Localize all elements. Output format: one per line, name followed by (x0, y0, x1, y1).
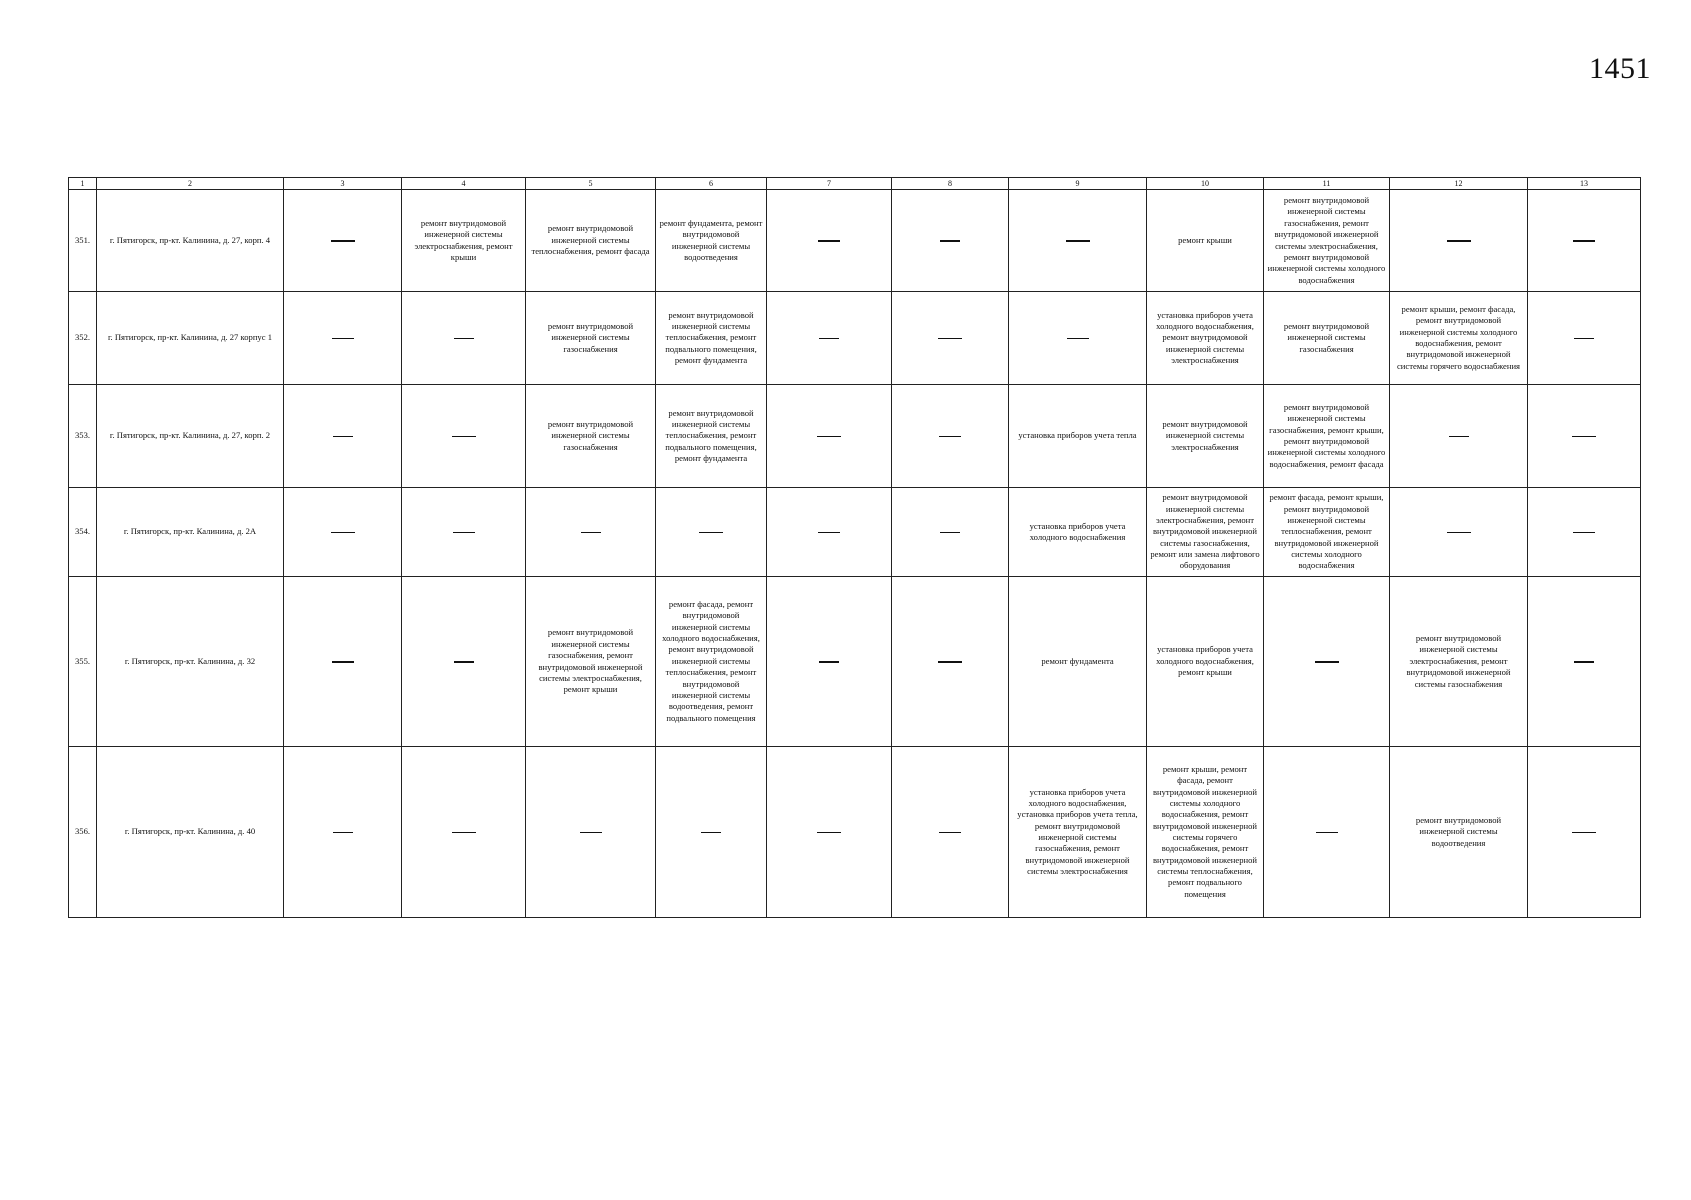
address-cell: г. Пятигорск, пр-кт. Калинина, д. 2А (97, 488, 284, 577)
column-number-9: 9 (1009, 178, 1147, 190)
work-cell-col-6: ремонт внутридомовой инженерной системы теплоснабжения, ремонт подвального помещения, ремонт фундамента (656, 385, 767, 488)
work-cell-col-9: ремонт фундамента (1009, 577, 1147, 747)
dash-mark (333, 436, 353, 438)
work-cell-col-5: ремонт внутридомовой инженерной системы газоснабжения (526, 292, 656, 385)
column-number-6: 6 (656, 178, 767, 190)
dash-mark (938, 338, 962, 340)
dash-mark (1573, 240, 1595, 242)
work-cell-col-12: ремонт крыши, ремонт фасада, ремонт внутридомовой инженерной системы холодного водоснабжения, ремонт внутридомовой инженерной системы горячего водоснабжения (1390, 292, 1528, 385)
empty-cell-col-11 (1264, 747, 1390, 918)
dash-mark (1316, 832, 1338, 834)
address-cell: г. Пятигорск, пр-кт. Калинина, д. 32 (97, 577, 284, 747)
empty-cell-col-3 (284, 190, 402, 292)
table-row (69, 190, 1641, 292)
empty-cell-col-8 (892, 747, 1009, 918)
work-cell-col-5: ремонт внутридомовой инженерной системы газоснабжения (526, 385, 656, 488)
empty-cell-col-7 (767, 577, 892, 747)
empty-cell-col-12 (1390, 488, 1528, 577)
dash-mark (699, 532, 723, 534)
dash-mark (1574, 338, 1594, 340)
dash-mark (452, 832, 476, 834)
dash-mark (1067, 338, 1089, 340)
work-cell-col-10: ремонт крыши (1147, 190, 1264, 292)
address-cell: г. Пятигорск, пр-кт. Калинина, д. 40 (97, 747, 284, 918)
page-number: 1451 (1589, 52, 1651, 85)
column-number-11: 11 (1264, 178, 1390, 190)
column-number-2: 2 (97, 178, 284, 190)
work-cell-col-10: ремонт внутридомовой инженерной системы электроснабжения, ремонт внутридомовой инженерной системы газоснабжения, ремонт или замена лифтового оборудования (1147, 488, 1264, 577)
empty-cell-col-5 (526, 747, 656, 918)
dash-mark (1449, 436, 1469, 438)
dash-mark (701, 832, 721, 834)
column-number-row (69, 178, 1641, 190)
dash-mark (817, 436, 841, 438)
column-number-4: 4 (402, 178, 526, 190)
dash-mark (1572, 436, 1596, 438)
work-cell-col-9: установка приборов учета холодного водоснабжения, установка приборов учета тепла, ремонт внутридомовой инженерной системы газоснабжения, ремонт внутридомовой инженерной системы электроснабжения (1009, 747, 1147, 918)
work-cell-col-10: установка приборов учета холодного водоснабжения, ремонт внутридомовой инженерной системы электроснабжения (1147, 292, 1264, 385)
row-number: 355. (69, 577, 97, 747)
work-cell-col-11: ремонт фасада, ремонт крыши, ремонт внутридомовой инженерной системы теплоснабжения, ремонт внутридомовой инженерной системы холодного водоснабжения (1264, 488, 1390, 577)
dash-mark (333, 832, 353, 834)
empty-cell-col-4 (402, 488, 526, 577)
dash-mark (1447, 240, 1471, 242)
empty-cell-col-8 (892, 385, 1009, 488)
column-number-1: 1 (69, 178, 97, 190)
column-number-12: 12 (1390, 178, 1528, 190)
dash-mark (454, 661, 474, 663)
empty-cell-col-4 (402, 747, 526, 918)
dash-mark (452, 436, 476, 438)
row-number: 351. (69, 190, 97, 292)
dash-mark (939, 832, 961, 834)
empty-cell-col-13 (1528, 292, 1641, 385)
empty-cell-col-8 (892, 577, 1009, 747)
dash-mark (1447, 532, 1471, 534)
work-cell-col-11: ремонт внутридомовой инженерной системы газоснабжения, ремонт крыши, ремонт внутридомовой инженерной системы холодного водоснабжения, ремонт фасада (1264, 385, 1390, 488)
work-cell-col-6: ремонт фасада, ремонт внутридомовой инженерной системы холодного водоснабжения, ремонт внутридомовой инженерной системы теплоснабжения, ремонт внутридомовой инженерной системы водоотведения, ремонт подвального помещения (656, 577, 767, 747)
empty-cell-col-13 (1528, 385, 1641, 488)
work-cell-col-11: ремонт внутридомовой инженерной системы газоснабжения, ремонт внутридомовой инженерной системы электроснабжения, ремонт внутридомовой инженерной системы холодного водоснабжения (1264, 190, 1390, 292)
empty-cell-col-13 (1528, 488, 1641, 577)
work-cell-col-5: ремонт внутридомовой инженерной системы газоснабжения, ремонт внутридомовой инженерной системы электроснабжения, ремонт крыши (526, 577, 656, 747)
column-number-10: 10 (1147, 178, 1264, 190)
empty-cell-col-9 (1009, 292, 1147, 385)
dash-mark (940, 240, 960, 242)
dash-mark (939, 436, 961, 438)
work-cell-col-12: ремонт внутридомовой инженерной системы электроснабжения, ремонт внутридомовой инженерной системы газоснабжения (1390, 577, 1528, 747)
work-cell-col-5: ремонт внутридомовой инженерной системы теплоснабжения, ремонт фасада (526, 190, 656, 292)
empty-cell-col-13 (1528, 190, 1641, 292)
dash-mark (818, 240, 840, 242)
column-number-8: 8 (892, 178, 1009, 190)
dash-mark (580, 832, 602, 834)
empty-cell-col-7 (767, 190, 892, 292)
row-number: 356. (69, 747, 97, 918)
work-cell-col-10: ремонт внутридомовой инженерной системы электроснабжения (1147, 385, 1264, 488)
dash-mark (1572, 832, 1596, 834)
work-cell-col-4: ремонт внутридомовой инженерной системы электроснабжения, ремонт крыши (402, 190, 526, 292)
empty-cell-col-7 (767, 385, 892, 488)
dash-mark (1573, 532, 1595, 534)
empty-cell-col-8 (892, 292, 1009, 385)
empty-cell-col-12 (1390, 385, 1528, 488)
dash-mark (1315, 661, 1339, 663)
empty-cell-col-6 (656, 488, 767, 577)
empty-cell-col-7 (767, 747, 892, 918)
work-cell-col-10: установка приборов учета холодного водоснабжения, ремонт крыши (1147, 577, 1264, 747)
dash-mark (817, 832, 841, 834)
empty-cell-col-7 (767, 292, 892, 385)
empty-cell-col-4 (402, 292, 526, 385)
empty-cell-col-3 (284, 488, 402, 577)
work-cell-col-12: ремонт внутридомовой инженерной системы водоотведения (1390, 747, 1528, 918)
work-cell-col-10: ремонт крыши, ремонт фасада, ремонт внутридомовой инженерной системы холодного водоснабжения, ремонт внутридомовой инженерной системы горячего водоснабжения, ремонт внутридомовой инженерной системы теплоснабжения, ремонт подвального помещения (1147, 747, 1264, 918)
empty-cell-col-13 (1528, 577, 1641, 747)
empty-cell-col-12 (1390, 190, 1528, 292)
dash-mark (1574, 661, 1594, 663)
dash-mark (819, 661, 839, 663)
empty-cell-col-5 (526, 488, 656, 577)
column-number-3: 3 (284, 178, 402, 190)
work-cell-col-9: установка приборов учета холодного водоснабжения (1009, 488, 1147, 577)
row-number: 353. (69, 385, 97, 488)
column-number-5: 5 (526, 178, 656, 190)
dash-mark (332, 661, 354, 663)
empty-cell-col-8 (892, 488, 1009, 577)
empty-cell-col-9 (1009, 190, 1147, 292)
work-cell-col-9: установка приборов учета тепла (1009, 385, 1147, 488)
empty-cell-col-3 (284, 577, 402, 747)
empty-cell-col-3 (284, 747, 402, 918)
empty-cell-col-7 (767, 488, 892, 577)
dash-mark (332, 338, 354, 340)
table-body (69, 178, 1641, 918)
table-row (69, 747, 1641, 918)
column-number-7: 7 (767, 178, 892, 190)
work-cell-col-6: ремонт внутридомовой инженерной системы теплоснабжения, ремонт подвального помещения, ремонт фундамента (656, 292, 767, 385)
address-cell: г. Пятигорск, пр-кт. Калинина, д. 27 корпус 1 (97, 292, 284, 385)
dash-mark (453, 532, 475, 534)
work-cell-col-6: ремонт фундамента, ремонт внутридомовой инженерной системы водоотведения (656, 190, 767, 292)
empty-cell-col-4 (402, 385, 526, 488)
dash-mark (454, 338, 474, 340)
empty-cell-col-13 (1528, 747, 1641, 918)
works-schedule-table (68, 177, 1641, 918)
dash-mark (581, 532, 601, 534)
empty-cell-col-8 (892, 190, 1009, 292)
address-cell: г. Пятигорск, пр-кт. Калинина, д. 27, корп. 4 (97, 190, 284, 292)
table-row (69, 488, 1641, 577)
dash-mark (819, 338, 839, 340)
table-row (69, 385, 1641, 488)
dash-mark (938, 661, 962, 663)
dash-mark (818, 532, 840, 534)
table-row (69, 577, 1641, 747)
dash-mark (331, 240, 355, 242)
column-number-13: 13 (1528, 178, 1641, 190)
address-cell: г. Пятигорск, пр-кт. Калинина, д. 27, корп. 2 (97, 385, 284, 488)
work-cell-col-11: ремонт внутридомовой инженерной системы газоснабжения (1264, 292, 1390, 385)
table-row (69, 292, 1641, 385)
empty-cell-col-4 (402, 577, 526, 747)
empty-cell-col-11 (1264, 577, 1390, 747)
dash-mark (1066, 240, 1090, 242)
dash-mark (331, 532, 355, 534)
row-number: 352. (69, 292, 97, 385)
empty-cell-col-3 (284, 292, 402, 385)
dash-mark (940, 532, 960, 534)
empty-cell-col-6 (656, 747, 767, 918)
empty-cell-col-3 (284, 385, 402, 488)
row-number: 354. (69, 488, 97, 577)
